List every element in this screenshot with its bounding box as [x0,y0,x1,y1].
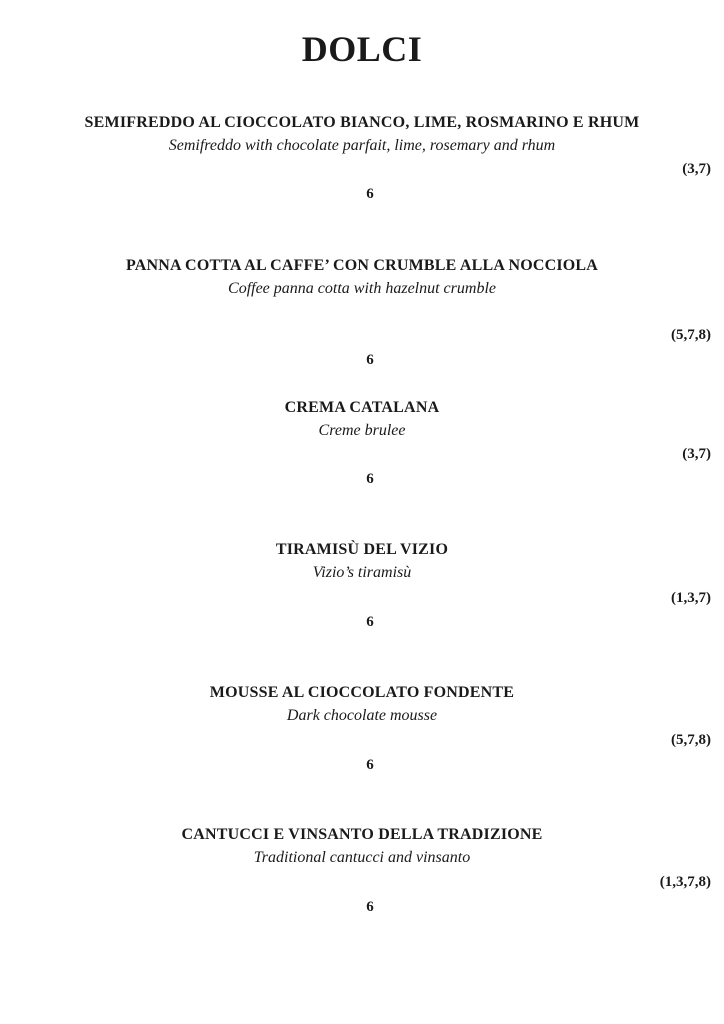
item-allergens: (3,7) [682,446,711,462]
item-price: 6 [366,757,374,773]
page-title: DOLCI [301,29,423,69]
item-allergens: (5,7,8) [671,327,711,343]
item-name: MOUSSE AL CIOCCOLATO FONDENTE [209,684,515,701]
menu-item-semifreddo [0,114,724,202]
item-description: Semifreddo with chocolate parfait, lime, rosemary and rhum [168,137,556,154]
menu-item-crema-catalana [0,399,724,487]
item-price: 6 [366,352,374,368]
item-name: CREMA CATALANA [284,399,440,416]
menu-item-panna-cotta [0,257,724,368]
item-allergens: (1,3,7,8) [659,874,711,890]
item-name: TIRAMISÙ DEL VIZIO [275,541,449,558]
menu-item-mousse [0,684,724,773]
item-allergens: (5,7,8) [671,732,711,748]
menu-item-cantucci [0,826,724,915]
item-description: Dark chocolate mousse [286,707,438,724]
item-description: Coffee panna cotta with hazelnut crumble [228,280,496,297]
item-allergens: (3,7) [682,161,711,177]
item-price: 6 [366,471,374,487]
item-price: 6 [366,186,374,202]
item-allergens: (1,3,7) [671,590,711,606]
item-description: Vizio’s tiramisù [312,564,412,581]
item-description: Traditional cantucci and vinsanto [253,849,471,866]
item-price: 6 [366,614,374,630]
item-description: Creme brulee [318,422,406,439]
item-name: CANTUCCI E VINSANTO DELLA TRADIZIONE [181,826,543,843]
item-name: SEMIFREDDO AL CIOCCOLATO BIANCO, LIME, ROSMARINO E RHUM [84,114,640,131]
menu-item-tiramisu [0,541,724,630]
item-name: PANNA COTTA AL CAFFE’ CON CRUMBLE ALLA NOCCIOLA [125,257,599,274]
item-price: 6 [366,899,374,915]
